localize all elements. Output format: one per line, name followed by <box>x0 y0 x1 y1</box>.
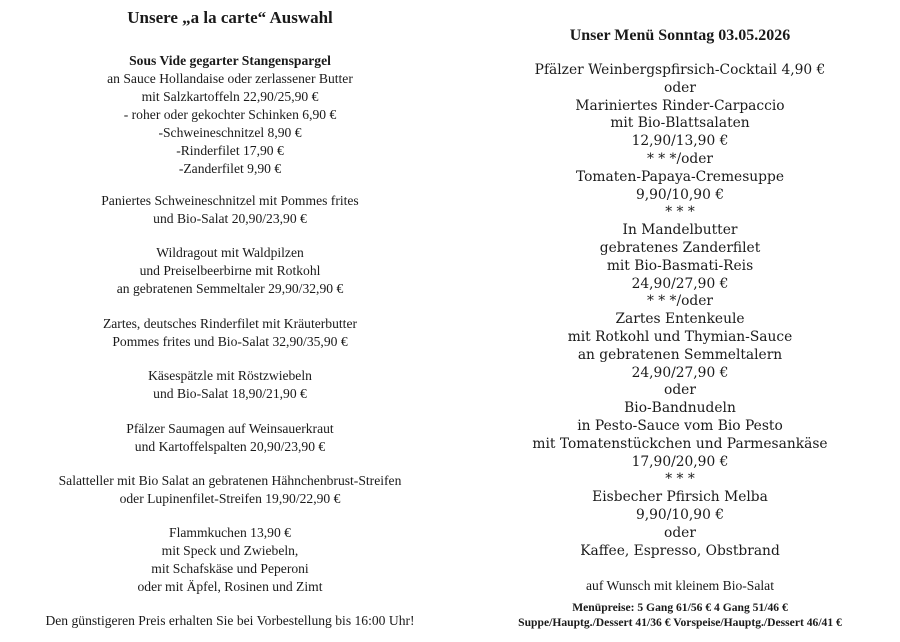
dish-line: mit Schafskäse und Peperoni <box>151 561 309 576</box>
dish-line: -Rinderfilet 17,90 € <box>176 143 284 158</box>
menu-line: mit Bio-Basmati-Reis <box>606 257 754 274</box>
salad-option-note: auf Wunsch mit kleinem Bio-Salat <box>586 578 774 593</box>
dish-schweineschnitzel <box>0 192 460 228</box>
dish-line: an gebratenen Semmeltaler 29,90/32,90 € <box>116 281 344 296</box>
menu-prices-line-2: Suppe/Hauptg./Dessert 41/36 € Vorspeise/Hauptg./Dessert 46/41 € <box>518 616 842 629</box>
dish-line: an Sauce Hollandaise oder zerlassener Butter <box>107 71 353 86</box>
dish-line: Pommes frites und Bio-Salat 32,90/35,90 € <box>112 334 348 349</box>
dish-line: -Schweineschnitzel 8,90 € <box>158 125 302 140</box>
menu-line: 9,90/10,90 € <box>635 506 725 523</box>
menu-line: 12,90/13,90 € <box>631 133 729 150</box>
dish-line: Zartes, deutsches Rinderfilet mit Kräuterbutter <box>102 316 358 331</box>
menu-line: 24,90/27,90 € <box>631 275 729 292</box>
menu-line: Tomaten-Papaya-Cremesuppe <box>576 168 784 185</box>
menu-line: in Pesto-Sauce vom Bio Pesto <box>577 417 783 434</box>
a-la-carte-title: Unsere „a la carte“ Auswahl <box>127 8 333 27</box>
menu-line: * * * <box>665 471 695 488</box>
dish-line: Salatteller mit Bio Salat an gebratenen Hähnchenbrust-Streifen <box>58 473 402 488</box>
dish-line: Paniertes Schweineschnitzel mit Pommes frites <box>101 193 359 208</box>
menu-line: * * */oder <box>646 293 713 310</box>
dish-line: mit Speck und Zwiebeln, <box>161 543 299 558</box>
dish-spargel <box>0 52 460 178</box>
menu-line: oder <box>664 524 696 541</box>
menu-line: oder <box>664 79 696 96</box>
menu-line: * * * <box>665 204 695 221</box>
menu-line: mit Rotkohl und Thymian-Sauce <box>567 328 793 345</box>
dish-line: Käsespätzle mit Röstzwiebeln <box>148 368 312 383</box>
menu-line: In Mandelbutter <box>622 222 738 239</box>
dish-kaesespaetzle <box>0 367 460 403</box>
dish-line: mit Salzkartoffeln 22,90/25,90 € <box>141 89 319 104</box>
dish-line: Flammkuchen 13,90 € <box>169 525 291 540</box>
sunday-menu-title: Unser Menü Sonntag 03.05.2026 <box>569 27 791 44</box>
dish-line: und Bio-Salat 20,90/23,90 € <box>153 211 307 226</box>
dish-line: Sous Vide gegarter Stangenspargel <box>129 53 331 68</box>
dish-wildragout <box>0 244 460 298</box>
menu-line: 9,90/10,90 € <box>635 186 725 203</box>
dish-line: oder mit Äpfel, Rosinen und Zimt <box>137 579 323 594</box>
menu-line: mit Bio-Blattsalaten <box>610 115 750 132</box>
dish-line: und Preiselbeerbirne mit Rotkohl <box>139 263 321 278</box>
menu-line: Eisbecher Pfirsich Melba <box>592 489 768 506</box>
dish-rinderfilet <box>0 315 460 351</box>
menu-line: 17,90/20,90 € <box>631 453 729 470</box>
dish-line: und Kartoffelspalten 20,90/23,90 € <box>134 439 326 454</box>
dish-line: -Zanderfilet 9,90 € <box>178 161 282 176</box>
menu-line: Pfälzer Weinbergspfirsich-Cocktail 4,90 € <box>534 62 826 78</box>
menu-line: Bio-Bandnudeln <box>624 400 736 417</box>
dish-salatteller <box>0 472 460 508</box>
dish-line: - roher oder gekochter Schinken 6,90 € <box>123 107 337 122</box>
menu-line: Mariniertes Rinder-Carpaccio <box>575 97 785 114</box>
menu-prices-line-1: Menüpreise: 5 Gang 61/56 € 4 Gang 51/46 € <box>572 601 788 614</box>
preorder-note: Den günstigeren Preis erhalten Sie bei Vorbestellung bis 16:00 Uhr! <box>45 613 415 628</box>
menu-line: gebratenes Zanderfilet <box>599 239 761 256</box>
menu-courses <box>460 62 900 560</box>
dish-line: Pfälzer Saumagen auf Weinsauerkraut <box>126 421 334 436</box>
menu-line: Zartes Entenkeule <box>615 311 745 328</box>
dish-line: Wildragout mit Waldpilzen <box>156 245 304 260</box>
menu-line: Kaffee, Espresso, Obstbrand <box>580 542 780 559</box>
menu-line: an gebratenen Semmeltalern <box>577 346 783 363</box>
menu-line: 24,90/27,90 € <box>631 364 729 381</box>
dish-saumagen <box>0 420 460 456</box>
menu-line: mit Tomatenstückchen und Parmesankäse <box>532 435 828 452</box>
menu-line: oder <box>664 382 696 399</box>
menu-line: * * */oder <box>646 150 713 167</box>
dish-line: und Bio-Salat 18,90/21,90 € <box>153 386 307 401</box>
dish-flammkuchen <box>0 524 460 596</box>
dish-line: oder Lupinenfilet-Streifen 19,90/22,90 € <box>119 491 341 506</box>
